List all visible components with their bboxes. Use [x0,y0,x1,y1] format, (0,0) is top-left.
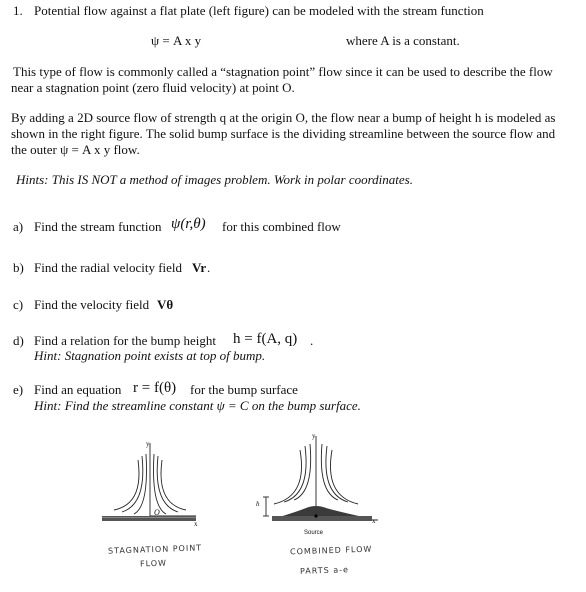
right-y-label: y [312,432,316,440]
part-c-label: c) [13,297,24,312]
part-e-label: e) [13,382,24,397]
streamline-left-3 [294,444,311,500]
streamline-inner-left [134,454,147,514]
paragraph-2-line-2: shown in the right figure. The solid bump surface is the dividing streamline between the source flow and [11,126,556,141]
part-b-variable: Vr [192,260,207,275]
left-caption-line-1: STAGNATION POINT [107,543,203,556]
paragraph-2-line-1: By adding a 2D source flow of strength q at the origin O, the flow near a bump of height h is modeled as [11,110,556,125]
streamline-left-1 [274,450,302,504]
part-d-tail: . [310,333,314,348]
part-c-text: Find the velocity field [34,297,150,312]
ground-plate [272,516,372,521]
part-e-tail: for the bump surface [190,382,298,397]
problem-number: 1. [13,3,23,18]
part-d-label: d) [13,333,24,348]
stream-function-equation: ψ = A x y [151,33,202,48]
streamline-mid-left [122,456,143,512]
main-hint: Hints: This IS NOT a method of images problem. Work in polar coordinates. [16,172,413,187]
right-source-label: Source [304,530,324,536]
paragraph-2-line-3: the outer ψ = A x y flow. [11,142,140,157]
streamline-mid-right [157,456,178,512]
right-h-label: h [256,500,260,508]
part-d-hint: Hint: Stagnation point exists at top of bump. [34,348,266,363]
part-d-expression: h = f(A, q) [233,331,298,347]
right-caption-line-1: COMBINED FLOW [289,544,373,557]
paragraph-1-line-1: This type of flow is commonly called a “stagnation point” flow since it can be used to describe the flow [13,64,553,79]
part-b-tail: . [207,260,211,275]
constant-note: where A is a constant. [346,33,460,48]
paragraph-1-line-2: near a stagnation point (zero fluid velocity) at point O. [11,80,295,95]
part-d-text: Find a relation for the bump height [34,333,216,348]
streamline-inner-right [154,454,167,514]
part-a-text: Find the stream function [34,219,162,234]
part-a-label: a) [13,219,24,234]
part-e-expression: r = f(θ) [133,380,177,396]
left-y-label: y [146,440,150,448]
flat-plate [102,516,196,521]
right-x-label: x [372,517,376,525]
part-a-tail: for this combined flow [222,219,341,234]
part-e-hint: Hint: Find the streamline constant ψ = C on the bump surface. [34,398,361,413]
left-x-label: x [194,520,198,528]
left-caption-line-2: FLOW [139,558,168,569]
streamline-right-1 [330,450,358,504]
part-e-text: Find an equation [34,382,122,397]
part-b-label: b) [13,260,24,275]
stagnation-flow-figure [100,438,200,538]
problem-intro: Potential flow against a flat plate (left figure) can be modeled with the stream function [34,3,484,18]
part-a-expression: ψ(r,θ) [171,216,206,232]
source-point [314,514,317,517]
streamline-right-3 [321,444,338,500]
right-caption-line-2: PARTS a-e [299,565,350,576]
part-c-variable: Vθ [157,297,174,312]
left-origin-label: O [154,508,160,517]
combined-flow-figure [256,432,386,537]
part-b-text: Find the radial velocity field [34,260,183,275]
